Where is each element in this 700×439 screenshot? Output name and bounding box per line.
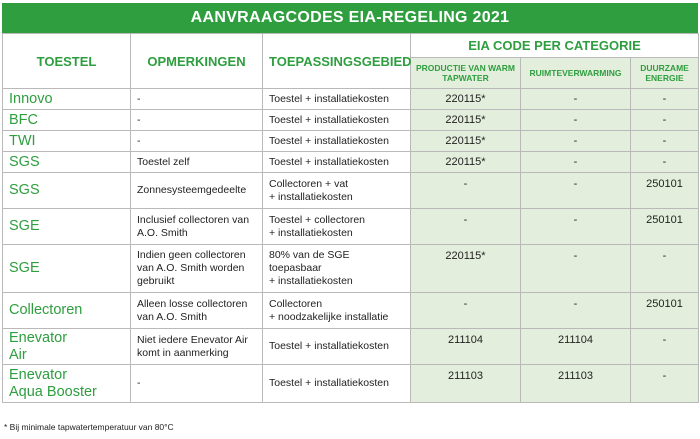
cell-toepassing: Toestel + installatiekosten [263,329,411,365]
cell-opmerking: Zonnesysteemgedeelte [131,173,263,209]
cell-toestel: SGE [3,209,131,245]
cell-opmerking: - [131,89,263,110]
cell-code-space-heating: - [521,245,631,293]
cell-code-space-heating: - [521,209,631,245]
cell-toepassing: Collectoren + noodzakelijke installatie [263,293,411,329]
table-row [3,365,699,403]
cell-code-space-heating: - [521,152,631,173]
cell-code-sustainable: - [631,245,699,293]
table-row [3,110,699,131]
cell-opmerking: Alleen losse collectoren van A.O. Smith [131,293,263,329]
header-cat-space-heating: RUIMTEVERWARMING [521,58,631,89]
cell-code-warm-water: 211103 [411,365,521,403]
cell-code-warm-water: 220115* [411,89,521,110]
cell-code-sustainable: 250101 [631,173,699,209]
cell-opmerking: Indien geen collectoren van A.O. Smith worden gebruikt [131,245,263,293]
header-eia-code-group: EIA CODE PER CATEGORIE [411,34,699,58]
cell-toepassing: Toestel + installatiekosten [263,365,411,403]
cell-code-sustainable: - [631,365,699,403]
cell-toestel: SGS [3,173,131,209]
cell-toestel: BFC [3,110,131,131]
cell-code-space-heating: 211103 [521,365,631,403]
cell-opmerking: - [131,365,263,403]
cell-code-space-heating: - [521,89,631,110]
cell-code-sustainable: - [631,131,699,152]
header-cat-sustainable: DUURZAME ENERGIE [631,58,699,89]
table-row [3,131,699,152]
header-opmerkingen: OPMERKINGEN [131,34,263,89]
cell-toepassing: Toestel + installatiekosten [263,89,411,110]
cell-opmerking: - [131,131,263,152]
cell-toestel: Enevator Air [3,329,131,365]
cell-code-warm-water: 220115* [411,110,521,131]
cell-opmerking: - [131,110,263,131]
cell-code-sustainable: - [631,329,699,365]
table-row [3,173,699,209]
cell-opmerking: Niet iedere Enevator Air komt in aanmerking [131,329,263,365]
cell-code-warm-water: 220115* [411,131,521,152]
cell-code-warm-water: 220115* [411,152,521,173]
cell-code-space-heating: - [521,293,631,329]
header-cat-warm-water: PRODUCTIE VAN WARM TAPWATER [411,58,521,89]
cell-code-sustainable: - [631,110,699,131]
cell-code-sustainable: 250101 [631,209,699,245]
cell-toestel: Enevator Aqua Booster [3,365,131,403]
cell-code-sustainable: 250101 [631,293,699,329]
footnote: * Bij minimale tapwatertemperatuur van 80°C [4,422,174,432]
cell-opmerking: Inclusief collectoren van A.O. Smith [131,209,263,245]
cell-toepassing: Toestel + installatiekosten [263,152,411,173]
cell-toestel: TWI [3,131,131,152]
cell-toestel: Collectoren [3,293,131,329]
table-row [3,209,699,245]
cell-opmerking: Toestel zelf [131,152,263,173]
cell-code-warm-water: 211104 [411,329,521,365]
table-row [3,245,699,293]
table-row [3,152,699,173]
cell-code-warm-water: - [411,209,521,245]
cell-toepassing: Collectoren + vat + installatiekosten [263,173,411,209]
cell-code-warm-water: - [411,173,521,209]
cell-code-warm-water: 220115* [411,245,521,293]
table-row [3,293,699,329]
eia-codes-table [2,33,699,403]
cell-code-warm-water: - [411,293,521,329]
cell-code-sustainable: - [631,89,699,110]
cell-toestel: SGE [3,245,131,293]
cell-toestel: SGS [3,152,131,173]
cell-toestel: Innovo [3,89,131,110]
table-row [3,89,699,110]
table-row [3,329,699,365]
header-toestel: TOESTEL [3,34,131,89]
cell-code-space-heating: 211104 [521,329,631,365]
cell-code-space-heating: - [521,173,631,209]
cell-code-space-heating: - [521,110,631,131]
header-toepassingsgebied: TOEPASSINGSGEBIED [263,34,411,89]
cell-code-space-heating: - [521,131,631,152]
cell-toepassing: Toestel + installatiekosten [263,110,411,131]
table-title: AANVRAAGCODES EIA-REGELING 2021 [2,3,698,33]
cell-toepassing: Toestel + installatiekosten [263,131,411,152]
cell-toepassing: Toestel + collectoren + installatiekosten [263,209,411,245]
eia-table-container [2,3,698,403]
cell-toepassing: 80% van de SGE toepasbaar + installatiekosten [263,245,411,293]
cell-code-sustainable: - [631,152,699,173]
